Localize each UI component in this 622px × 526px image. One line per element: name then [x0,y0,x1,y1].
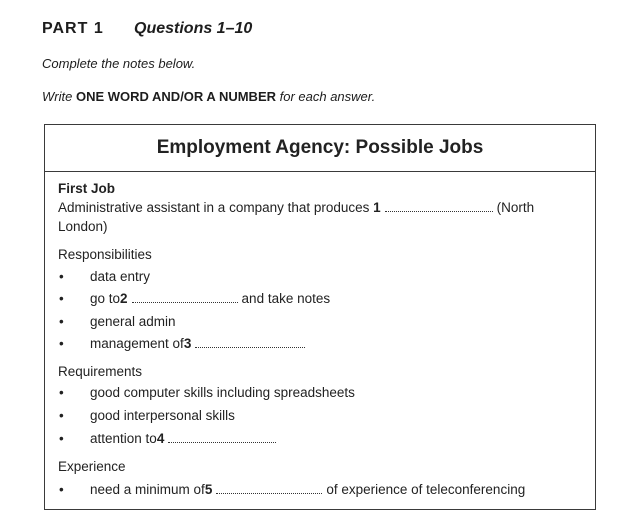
responsibility-text: general admin [90,314,176,329]
list-item [58,385,355,400]
responsibility-text: go to [90,291,121,306]
requirement-text: good computer skills including spreadsheets [90,385,355,400]
instruction-complete-notes: Complete the notes below. [42,56,196,71]
bullet-icon: • [59,385,64,400]
instruction-word-limit-suffix: for each answer. [276,89,376,104]
part-label: PART 1 [42,20,104,37]
responsibility-text: management of [90,336,184,351]
first-job-heading: First Job [58,181,116,196]
question-5-number: 5 [204,482,213,497]
bullet-icon: • [59,482,64,497]
question-1-number: 1 [373,200,381,215]
notes-title: Employment Agency: Possible Jobs [45,125,595,172]
answer-blank-5[interactable] [216,483,322,494]
instruction-word-limit-bold: ONE WORD AND/OR A NUMBER [75,89,276,104]
first-job-after: (North [496,200,535,215]
questions-label: Questions 1–10 [134,20,253,37]
experience-heading: Experience [58,459,126,474]
responsibility-text: data entry [90,269,151,284]
bullet-icon: • [59,431,64,446]
experience-after: of experience of teleconferencing [326,482,526,497]
answer-blank-1[interactable] [385,201,493,212]
list-item [58,408,235,423]
list-item [58,431,280,446]
question-3-number: 3 [183,336,192,351]
requirement-text: attention to [90,431,157,446]
list-item [58,269,150,284]
bullet-icon: • [59,314,64,329]
list-item [58,314,176,329]
list-item [58,336,309,351]
instruction-word-limit [42,89,375,104]
question-4-number: 4 [156,431,165,446]
first-job-line-2: London) [58,219,108,234]
answer-blank-4[interactable] [168,432,276,443]
instruction-word-limit-prefix: Write [42,89,76,104]
bullet-icon: • [59,336,64,351]
answer-blank-3[interactable] [195,337,305,348]
requirements-heading: Requirements [58,364,143,379]
notes-box [44,124,596,510]
part-header [42,20,252,42]
list-item [58,482,525,497]
first-job-line-1 [58,200,534,215]
bullet-icon: • [59,408,64,423]
question-2-number: 2 [120,291,128,306]
responsibilities-heading: Responsibilities [58,247,152,262]
first-job-text: Administrative assistant in a company that produces [58,200,374,215]
requirement-text: good interpersonal skills [90,408,235,423]
bullet-icon: • [59,291,64,306]
bullet-icon: • [59,269,64,284]
answer-blank-2[interactable] [132,292,238,303]
responsibility-after: and take notes [241,291,331,306]
experience-text: need a minimum of [90,482,205,497]
list-item [58,291,330,306]
